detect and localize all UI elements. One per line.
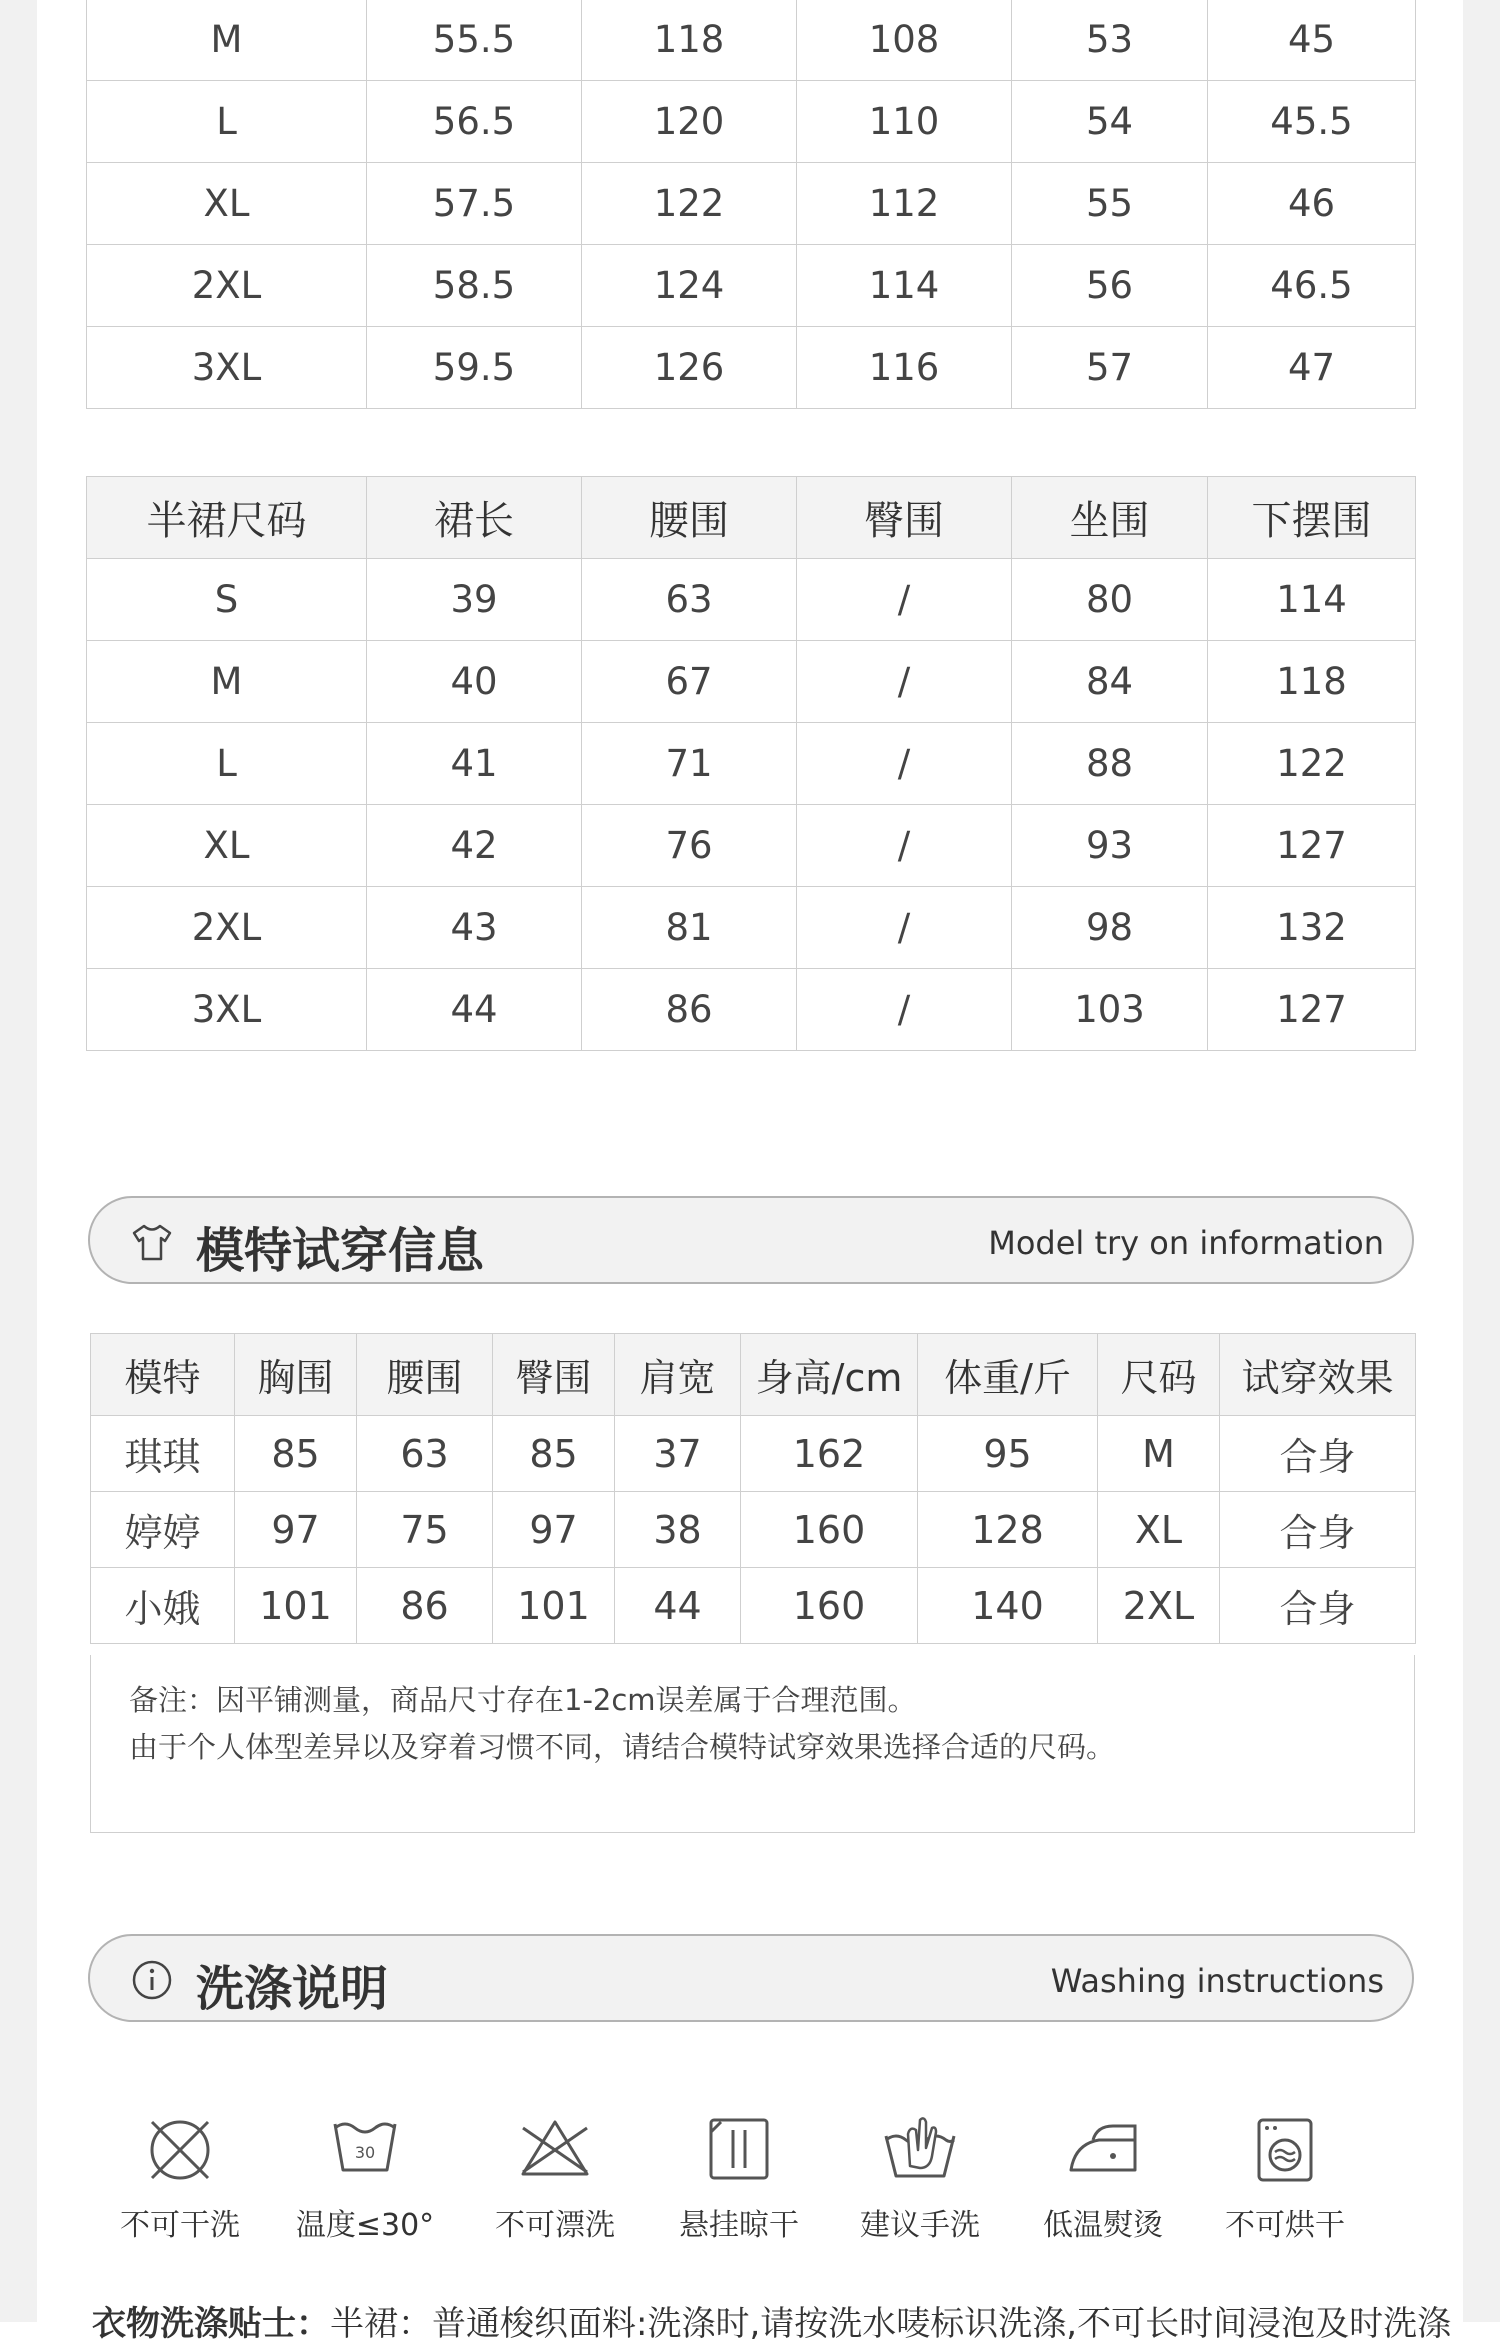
column-header: 坐围 <box>1012 477 1208 559</box>
table-cell: 122 <box>1208 723 1416 805</box>
table-cell: 59.5 <box>367 327 582 409</box>
column-header: 身高/cm <box>741 1334 918 1416</box>
no-tumble-dry-icon <box>1245 2110 1325 2190</box>
table-cell: 39 <box>367 559 582 641</box>
table-header-row <box>87 477 1416 559</box>
line-dry-icon <box>699 2110 779 2190</box>
washing-tips <box>92 2296 1462 2345</box>
table-cell: 43 <box>367 887 582 969</box>
table-cell: 110 <box>797 81 1012 163</box>
table-cell: 160 <box>741 1492 918 1568</box>
low-iron-icon <box>1063 2110 1143 2190</box>
table-cell: 55 <box>1012 163 1208 245</box>
table-cell: 93 <box>1012 805 1208 887</box>
table-cell: 132 <box>1208 887 1416 969</box>
table-cell: 41 <box>367 723 582 805</box>
table-cell: 95 <box>918 1416 1098 1492</box>
table-cell: L <box>87 723 367 805</box>
table-cell: 3XL <box>87 327 367 409</box>
table-cell: / <box>797 641 1012 723</box>
table-row <box>87 641 1416 723</box>
column-header: 腰围 <box>357 1334 493 1416</box>
table-cell: 101 <box>493 1568 615 1644</box>
care-no-tumble-dry <box>1210 2110 1360 2244</box>
table-cell: 116 <box>797 327 1012 409</box>
table-cell: 45 <box>1208 0 1416 81</box>
table-cell: 76 <box>582 805 797 887</box>
table-cell: 47 <box>1208 327 1416 409</box>
table-cell: 127 <box>1208 969 1416 1051</box>
table-cell: 63 <box>582 559 797 641</box>
table-cell: M <box>87 641 367 723</box>
table-cell: 128 <box>918 1492 1098 1568</box>
model-info-subtitle: Model try on information <box>988 1224 1384 1262</box>
care-hand-wash <box>845 2110 995 2244</box>
skirt-size-table <box>86 476 1416 1051</box>
table-cell: / <box>797 559 1012 641</box>
table-cell: 162 <box>741 1416 918 1492</box>
table-cell: 85 <box>235 1416 357 1492</box>
table-cell: 103 <box>1012 969 1208 1051</box>
table-cell: L <box>87 81 367 163</box>
no-dry-clean-icon <box>140 2110 220 2190</box>
column-header: 半裙尺码 <box>87 477 367 559</box>
table-cell: 98 <box>1012 887 1208 969</box>
table-cell: 140 <box>918 1568 1098 1644</box>
tshirt-icon <box>130 1220 174 1264</box>
table-cell: M <box>87 0 367 81</box>
column-header: 下摆围 <box>1208 477 1416 559</box>
table-cell: 40 <box>367 641 582 723</box>
washing-header <box>88 1934 1414 2022</box>
table-cell: 112 <box>797 163 1012 245</box>
care-label: 建议手洗 <box>860 2208 980 2243</box>
table-cell: 122 <box>582 163 797 245</box>
table-row <box>87 327 1416 409</box>
care-label: 不可漂洗 <box>495 2208 615 2243</box>
care-label: 温度≤30° <box>295 2208 435 2243</box>
table-cell: 合身 <box>1220 1568 1416 1644</box>
table-cell: 46.5 <box>1208 245 1416 327</box>
column-header: 臀围 <box>797 477 1012 559</box>
table-cell: 3XL <box>87 969 367 1051</box>
care-low-iron <box>1028 2110 1178 2244</box>
table-row <box>87 81 1416 163</box>
model-info-title: 模特试穿信息 <box>196 1223 485 1279</box>
table-cell: 小娥 <box>91 1568 235 1644</box>
care-label: 不可烘干 <box>1225 2208 1345 2243</box>
washing-title: 洗涤说明 <box>196 1961 389 2017</box>
table-cell: 婷婷 <box>91 1492 235 1568</box>
table-cell: 56 <box>1012 245 1208 327</box>
page-margin-left <box>0 0 37 2322</box>
table-cell: 琪琪 <box>91 1416 235 1492</box>
page-margin-right <box>1463 0 1500 2322</box>
table-cell: / <box>797 887 1012 969</box>
svg-text:30: 30 <box>354 2143 376 2162</box>
table-cell: 85 <box>493 1416 615 1492</box>
table-cell: 67 <box>582 641 797 723</box>
table-cell: 71 <box>582 723 797 805</box>
table-cell: 57 <box>1012 327 1208 409</box>
care-wash-30 <box>290 2110 440 2244</box>
table-cell: 114 <box>797 245 1012 327</box>
table-cell: 97 <box>235 1492 357 1568</box>
table-cell: 44 <box>367 969 582 1051</box>
table-cell: 63 <box>357 1416 493 1492</box>
table-row <box>87 723 1416 805</box>
hand-wash-icon <box>880 2110 960 2190</box>
table-row <box>91 1492 1416 1568</box>
table-cell: 80 <box>1012 559 1208 641</box>
washing-subtitle: Washing instructions <box>1050 1962 1384 2000</box>
table-cell: 合身 <box>1220 1492 1416 1568</box>
table-cell: 38 <box>615 1492 741 1568</box>
note-line-1: 备注：因平铺测量，商品尺寸存在1-2cm误差属于合理范围。 <box>129 1683 917 1717</box>
tips-label: 衣物洗涤贴士： <box>92 2304 330 2344</box>
table-cell: / <box>797 969 1012 1051</box>
table-cell: 45.5 <box>1208 81 1416 163</box>
care-label: 不可干洗 <box>120 2208 240 2243</box>
table-cell: 101 <box>235 1568 357 1644</box>
table-cell: 84 <box>1012 641 1208 723</box>
top-size-table <box>86 0 1416 409</box>
model-try-on-table <box>90 1333 1416 1644</box>
table-cell: 120 <box>582 81 797 163</box>
table-cell: 44 <box>615 1568 741 1644</box>
table-cell: 2XL <box>87 245 367 327</box>
table-cell: 58.5 <box>367 245 582 327</box>
table-cell: 81 <box>582 887 797 969</box>
table-cell: 56.5 <box>367 81 582 163</box>
table-cell: 42 <box>367 805 582 887</box>
table-row <box>87 805 1416 887</box>
table-cell: 37 <box>615 1416 741 1492</box>
table-row <box>87 887 1416 969</box>
table-cell: 126 <box>582 327 797 409</box>
table-cell: 55.5 <box>367 0 582 81</box>
care-label: 低温熨烫 <box>1043 2208 1163 2243</box>
table-cell: 合身 <box>1220 1416 1416 1492</box>
table-cell: 127 <box>1208 805 1416 887</box>
column-header: 模特 <box>91 1334 235 1416</box>
table-row <box>87 245 1416 327</box>
table-cell: M <box>1098 1416 1220 1492</box>
table-header-row <box>91 1334 1416 1416</box>
care-line-dry <box>664 2110 814 2244</box>
care-no-dry-clean <box>105 2110 255 2244</box>
table-cell: 46 <box>1208 163 1416 245</box>
table-cell: 118 <box>582 0 797 81</box>
table-row <box>87 559 1416 641</box>
info-icon <box>130 1958 174 2002</box>
table-row <box>87 0 1416 81</box>
column-header: 肩宽 <box>615 1334 741 1416</box>
table-cell: 160 <box>741 1568 918 1644</box>
table-cell: 108 <box>797 0 1012 81</box>
column-header: 裙长 <box>367 477 582 559</box>
tips-text: 半裙：普通梭织面料:洗涤时,请按洗水唛标识洗涤,不可长时间浸泡及时洗涤 <box>330 2304 1452 2344</box>
table-cell: / <box>797 723 1012 805</box>
column-header: 尺码 <box>1098 1334 1220 1416</box>
table-row <box>87 163 1416 245</box>
model-info-header <box>88 1196 1414 1284</box>
table-cell: 124 <box>582 245 797 327</box>
table-cell: 54 <box>1012 81 1208 163</box>
table-cell: 2XL <box>1098 1568 1220 1644</box>
table-cell: 97 <box>493 1492 615 1568</box>
table-cell: 75 <box>357 1492 493 1568</box>
table-cell: 88 <box>1012 723 1208 805</box>
column-header: 胸围 <box>235 1334 357 1416</box>
table-cell: / <box>797 805 1012 887</box>
column-header: 体重/斤 <box>918 1334 1098 1416</box>
table-row <box>91 1416 1416 1492</box>
table-row <box>87 969 1416 1051</box>
no-bleach-icon <box>515 2110 595 2190</box>
table-cell: 86 <box>357 1568 493 1644</box>
table-row <box>91 1568 1416 1644</box>
column-header: 试穿效果 <box>1220 1334 1416 1416</box>
column-header: 腰围 <box>582 477 797 559</box>
table-cell: 53 <box>1012 0 1208 81</box>
table-cell: 57.5 <box>367 163 582 245</box>
table-cell: XL <box>87 805 367 887</box>
care-no-bleach <box>480 2110 630 2244</box>
column-header: 臀围 <box>493 1334 615 1416</box>
size-note <box>90 1655 1415 1833</box>
table-cell: XL <box>1098 1492 1220 1568</box>
table-cell: 118 <box>1208 641 1416 723</box>
note-line-2: 由于个人体型差异以及穿着习惯不同，请结合模特试穿效果选择合适的尺码。 <box>129 1730 1116 1764</box>
wash-30-icon <box>325 2110 405 2190</box>
table-cell: 86 <box>582 969 797 1051</box>
table-cell: 114 <box>1208 559 1416 641</box>
table-cell: S <box>87 559 367 641</box>
care-label: 悬挂晾干 <box>679 2208 799 2243</box>
table-cell: XL <box>87 163 367 245</box>
table-cell: 2XL <box>87 887 367 969</box>
